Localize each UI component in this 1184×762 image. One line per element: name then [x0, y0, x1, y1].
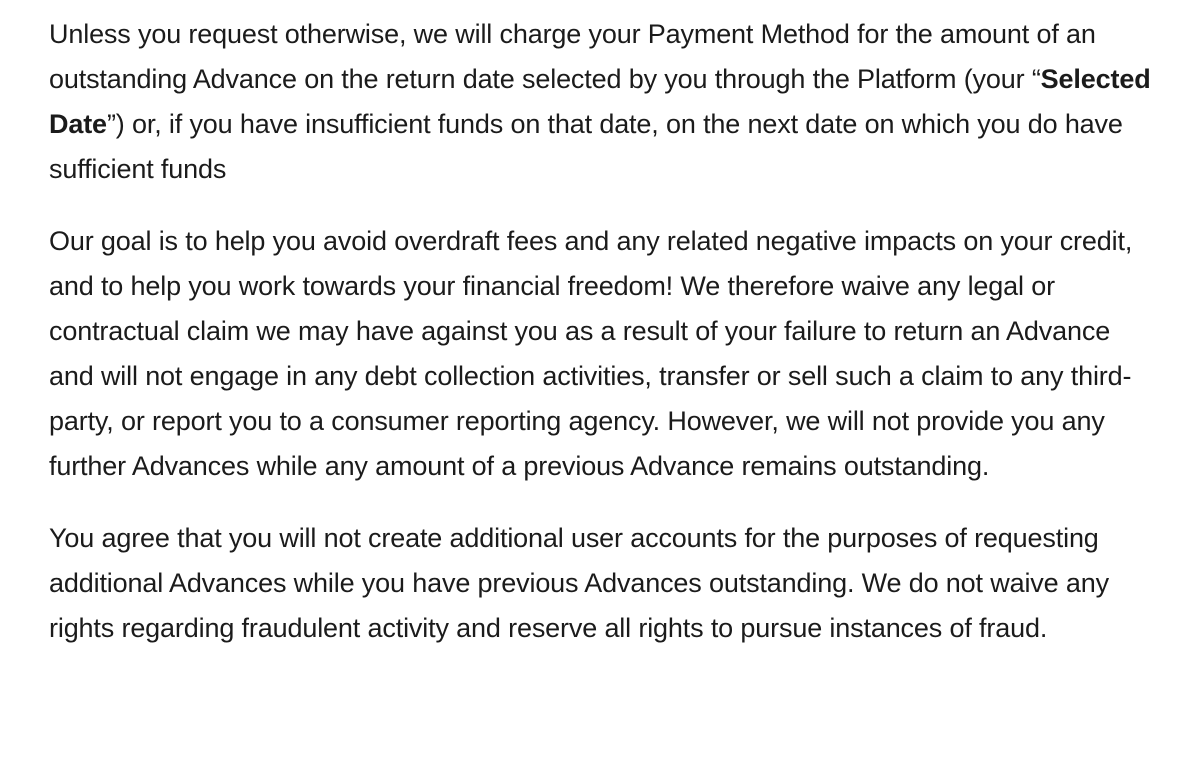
overdraft-waiver-paragraph: Our goal is to help you avoid overdraft fees and any related negative impacts on your credit, and to help you work towards your financial freedom! We therefore waive any legal or contractual claim we may have against you as a result of your failure to return an Advance and will not engage in any debt collection activities, transfer or sell such a claim to any third-party, or report you to a consumer reporting agency. However, we will not provide you any further Advances while any amount of a previous Advance remains outstanding. — [49, 226, 1133, 481]
selected-date-term: Selected Date — [49, 64, 1151, 139]
payment-charge-text-start: Unless you request otherwise, we will charge your Payment Method for the amount of an outstanding Advance on the return date selected by you through the Platform (your “ — [49, 19, 1096, 94]
terms-content — [49, 12, 1159, 651]
payment-charge-paragraph — [49, 12, 1159, 192]
payment-charge-text-end: ”) or, if you have insufficient funds on that date, on the next date on which you do have sufficient funds — [49, 109, 1123, 184]
fraud-policy-paragraph: You agree that you will not create additional user accounts for the purposes of requesting additional Advances while you have previous Advances outstanding. We do not waive any rights regarding fraudulent activity and reserve all rights to pursue instances of fraud. — [49, 523, 1109, 643]
